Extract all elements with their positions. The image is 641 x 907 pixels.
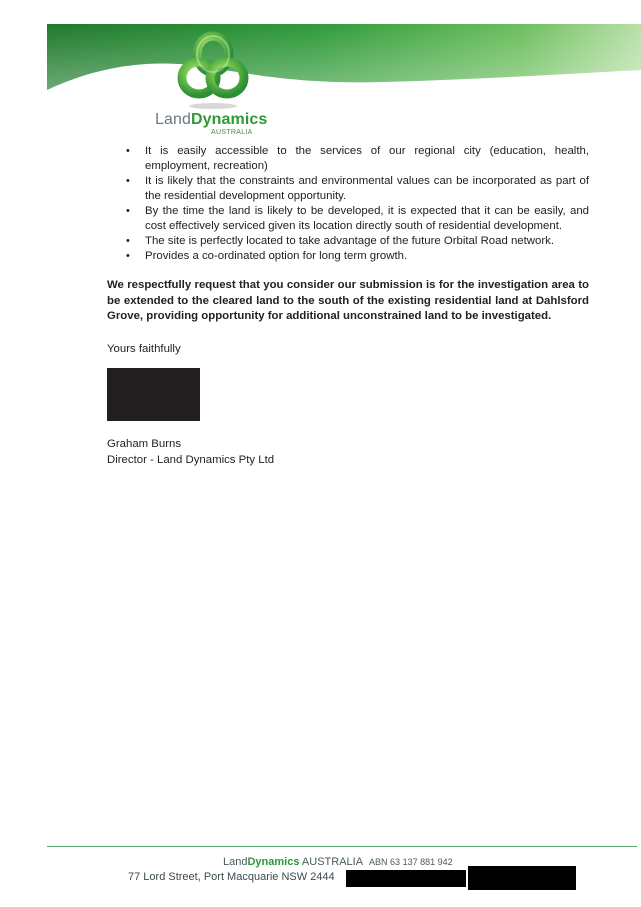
bullet-icon: • <box>126 250 130 262</box>
bullet-icon: • <box>126 145 130 157</box>
bullet-text: It is likely that the constraints and environmental values can be incorporated as part of the residential development opportunity. <box>145 175 589 202</box>
signer-name: Graham Burns <box>107 438 182 450</box>
list-item <box>107 204 589 234</box>
redacted-contact-1 <box>346 870 466 887</box>
bullet-list <box>107 144 589 264</box>
bullet-icon: • <box>126 205 130 217</box>
bullet-text: Provides a co-ordinated option for long term growth. <box>145 250 408 262</box>
logo-subtitle: AUSTRALIA <box>211 129 253 136</box>
bullet-text: The site is perfectly located to take advantage of the future Orbital Road network. <box>145 235 555 247</box>
footer-brand-australia: AUSTRALIA <box>299 856 364 868</box>
footer-address: 77 Lord Street, Port Macquarie NSW 2444 <box>128 871 335 883</box>
bullet-text: It is easily accessible to the services of our regional city (education, health, employment, recreation) <box>145 145 589 172</box>
list-item <box>107 234 589 249</box>
signer-block <box>107 436 274 468</box>
bullet-icon: • <box>126 175 130 187</box>
logo-word-dynamics: Dynamics <box>191 111 268 128</box>
redacted-signature <box>107 368 200 421</box>
footer-divider <box>47 846 637 847</box>
letter-body <box>107 144 589 357</box>
bullet-icon: • <box>126 235 130 247</box>
list-item <box>107 144 589 174</box>
list-item <box>107 174 589 204</box>
logo-word-land: Land <box>155 111 191 128</box>
signer-title: Director - Land Dynamics Pty Ltd <box>107 454 275 466</box>
land-dynamics-logo-icon <box>175 30 251 110</box>
closing-salutation: Yours faithfully <box>107 342 181 355</box>
logo-wordmark <box>155 111 295 129</box>
footer-brand-land: Land <box>223 856 248 868</box>
redacted-contact-2 <box>468 866 576 890</box>
footer-abn: ABN 63 137 881 942 <box>369 857 453 867</box>
footer-brand-dynamics: Dynamics <box>247 856 300 868</box>
footer-brand <box>223 856 453 868</box>
request-paragraph: We respectfully request that you consider our submission is for the investigation area to be extended to the cleared land to the south of the existing residential land at Dahlsford Grove, providing opportunity for additional unconstrained land to be investigated. <box>107 279 589 322</box>
header-swoosh <box>0 0 641 120</box>
bullet-text: By the time the land is likely to be developed, it is expected that it can be easily, and cost effectively serviced given its location directly south of residential development. <box>145 205 589 232</box>
list-item <box>107 249 589 264</box>
